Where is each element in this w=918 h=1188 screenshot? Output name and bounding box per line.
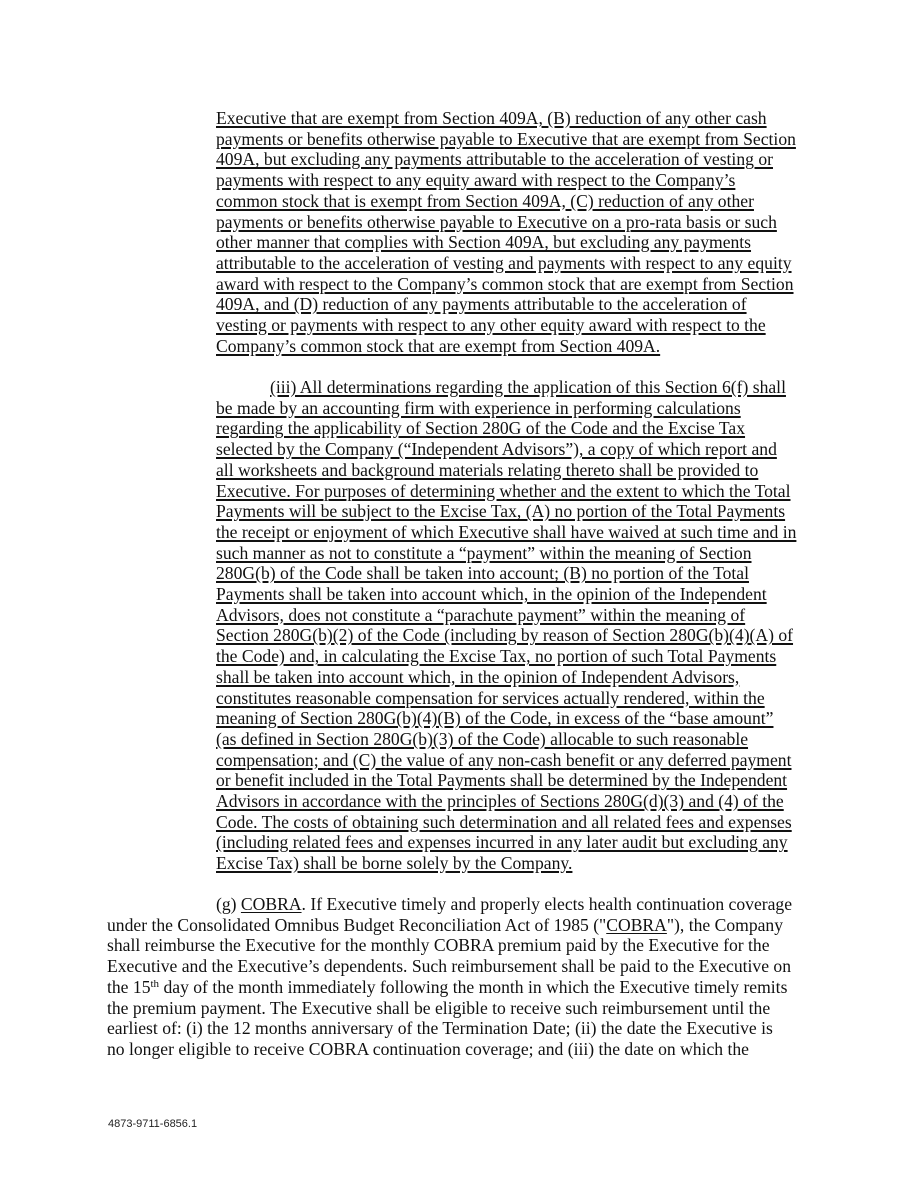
text-line: shall be taken into account which, in the opinion of Independent Advisors, (216, 666, 740, 687)
text-line: meaning of Section 280G(b)(4)(B) of the Code, in excess of the “base amount” (216, 708, 774, 729)
text-line: payments with respect to any equity award with respect to the Company’s (216, 170, 736, 191)
text: . If Executive timely and properly elects health continuation coverage (301, 894, 793, 914)
text-line: Advisors, does not constitute a “parachute payment” within the meaning of (216, 604, 746, 625)
text-line: selected by the Company (“Independent Advisors”), a copy of which report and (216, 439, 777, 460)
text-line: such manner as not to constitute a “payment” within the meaning of Section (216, 542, 752, 563)
text-line: the Code) and, in calculating the Excise Tax, no portion of such Total Payments (216, 646, 777, 667)
text-line (107, 977, 792, 998)
paragraph-ii-continued (216, 108, 796, 356)
text: "), the Company (666, 914, 784, 935)
text-line: common stock that is exempt from Section 409A, (C) reduction of any other (216, 190, 754, 211)
text-line: Company’s common stock that are exempt from Section 409A. (216, 335, 661, 356)
text-line: 409A, and (D) reduction of any payments attributable to the acceleration of (216, 294, 747, 315)
text: (g) (216, 894, 241, 914)
text-line: no longer eligible to receive COBRA continuation coverage; and (iii) the date on which the (107, 1038, 749, 1059)
text-line: other manner that complies with Section 409A, but excluding any payments (216, 232, 752, 253)
text-line: shall reimburse the Executive for the monthly COBRA premium paid by the Executive for the (107, 935, 770, 956)
text-line: (as defined in Section 280G(b)(3) of the Code) allocable to such reasonable (216, 728, 749, 749)
text-line: attributable to the acceleration of vesting and payments with respect to any equity (216, 252, 792, 273)
section-title-cobra: COBRA (240, 894, 302, 914)
text-line: regarding the applicability of Section 280G of the Code and the Excise Tax (216, 418, 746, 439)
superscript: th (150, 977, 160, 990)
text-line: Executive and the Executive’s dependents. Such reimbursement shall be paid to the Executive on (107, 956, 791, 977)
text-line: Excise Tax) shall be borne solely by the Company. (216, 853, 573, 874)
text-line: 280G(b) of the Code shall be taken into account; (B) no portion of the Total (216, 563, 749, 584)
text-line: compensation; and (C) the value of any non-cash benefit or any deferred payment (216, 749, 792, 770)
text-line: Executive that are exempt from Section 409A, (B) reduction of any other cash (216, 108, 767, 128)
document-id: 4873-9711-6856.1 (108, 1118, 198, 1130)
text-line: Executive. For purposes of determining whether and the extent to which the Total (216, 480, 791, 501)
text-line: the receipt or enjoyment of which Executive shall have waived at such time and in (216, 521, 797, 542)
defined-term-cobra: COBRA (606, 914, 667, 935)
text-line: or benefit included in the Total Payments shall be determined by the Independent (216, 770, 788, 791)
text-line: the premium payment. The Executive shall be eligible to receive such reimbursement until the (107, 997, 771, 1018)
text-line: payments or benefits otherwise payable to Executive that are exempt from Section (216, 128, 796, 149)
text: under the Consolidated Omnibus Budget Reconciliation Act of 1985 (" (107, 914, 607, 935)
text-line: (iii) All determinations regarding the application of this Section 6(f) shall (270, 377, 786, 397)
text-line: Payments will be subject to the Excise Tax, (A) no portion of the Total Payments (216, 501, 786, 522)
paragraph-g-cobra (107, 894, 792, 1060)
text-line: earliest of: (i) the 12 months anniversary of the Termination Date; (ii) the date the Executive is (107, 1018, 773, 1039)
text-line (107, 894, 792, 915)
text: day of the month immediately following the month in which the Executive timely remits (159, 976, 788, 997)
text-line: Code. The costs of obtaining such determination and all related fees and expenses (216, 811, 792, 832)
text-line: constitutes reasonable compensation for services actually rendered, within the (216, 687, 765, 708)
text-line: Section 280G(b)(2) of the Code (including by reason of Section 280G(b)(4)(A) of (216, 625, 794, 646)
paragraph-iii (216, 377, 796, 874)
text-line: payments or benefits otherwise payable to Executive on a pro-rata basis or such (216, 211, 777, 232)
text-line: 409A, but excluding any payments attributable to the acceleration of vesting or (216, 149, 773, 170)
text-line: (including related fees and expenses incurred in any later audit but excluding any (216, 832, 788, 853)
text-line (107, 915, 792, 936)
text-line: be made by an accounting firm with experience in performing calculations (216, 397, 741, 418)
text-line: Advisors in accordance with the principles of Sections 280G(d)(3) and (4) of the (216, 791, 784, 812)
text: the 15 (107, 976, 151, 997)
text-line: award with respect to the Company’s common stock that are exempt from Section (216, 273, 794, 294)
text-line: Payments shall be taken into account which, in the opinion of the Independent (216, 584, 767, 605)
text-line: vesting or payments with respect to any other equity award with respect to the (216, 315, 766, 336)
text-line: all worksheets and background materials relating thereto shall be provided to (216, 459, 759, 480)
